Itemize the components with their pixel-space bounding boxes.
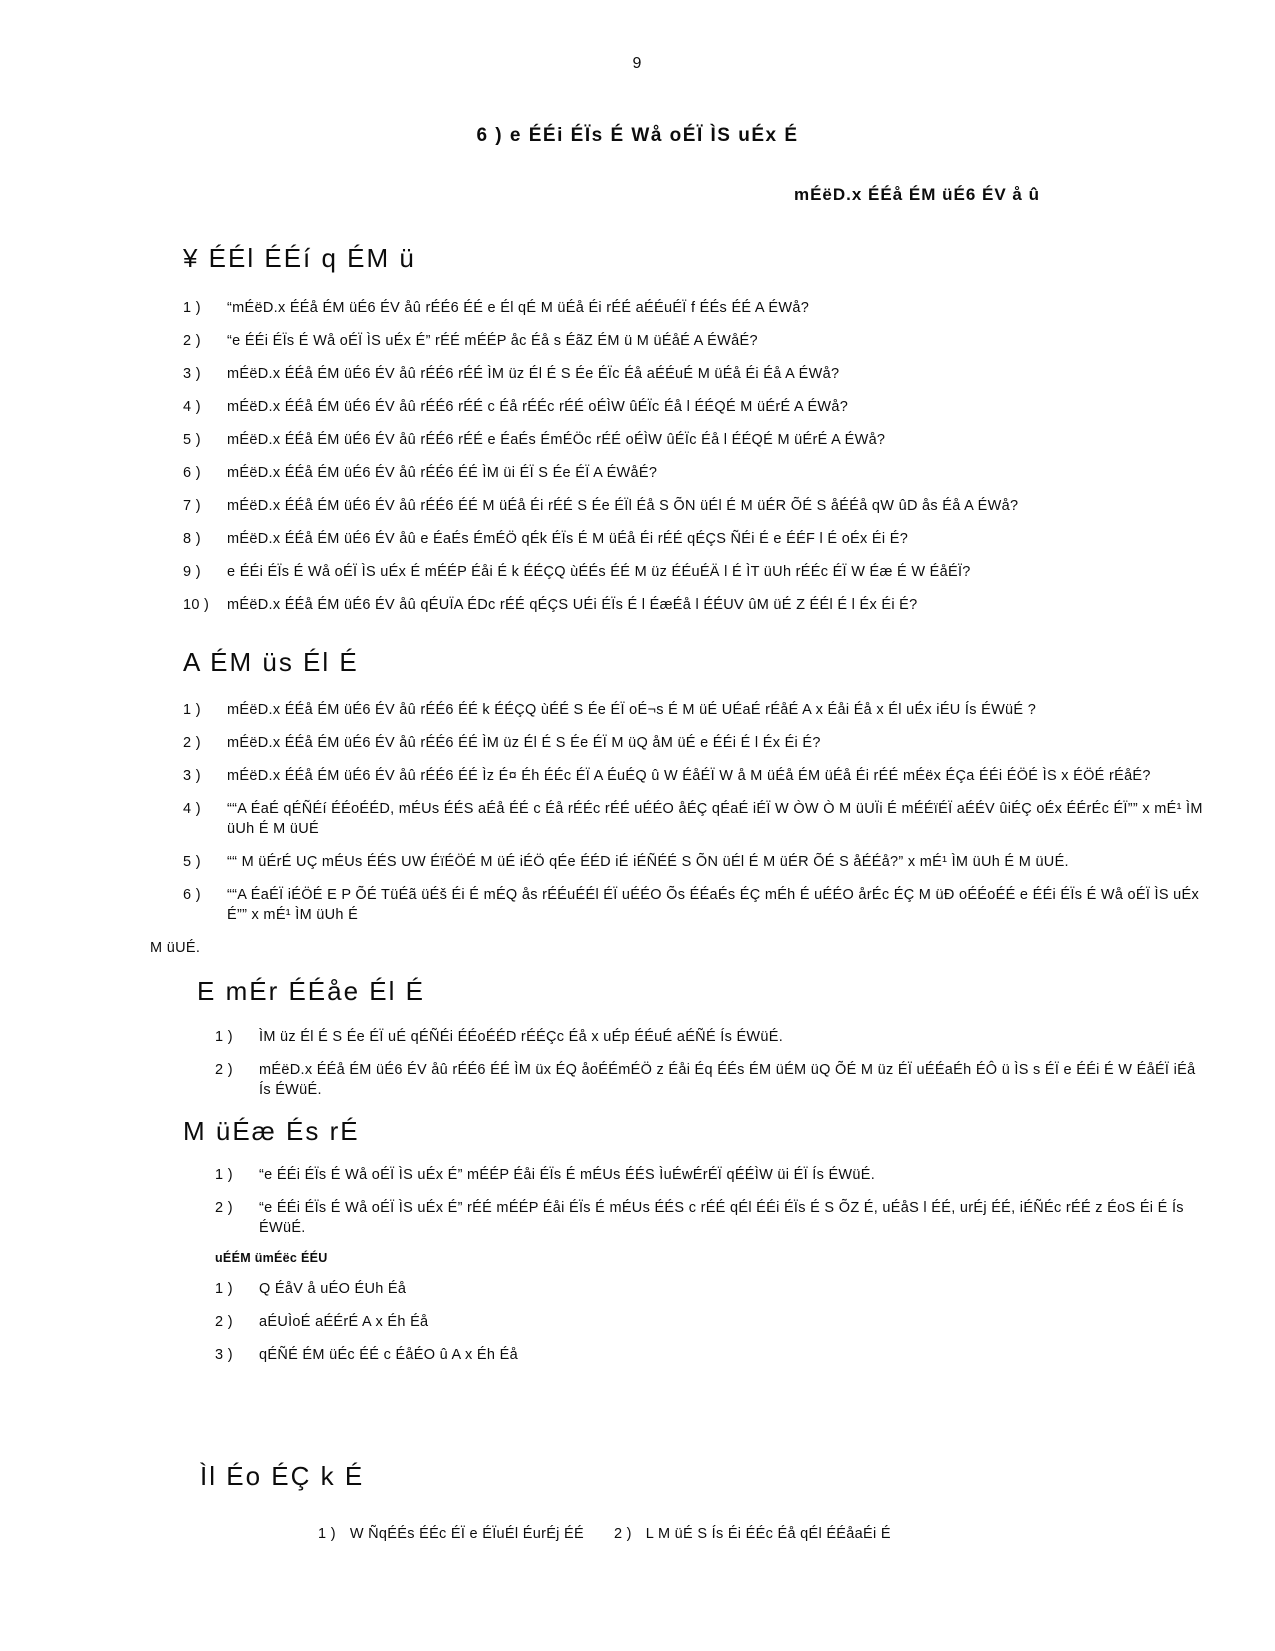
item-number: 1 ) — [215, 1167, 233, 1183]
item-number: 4 ) — [183, 399, 201, 415]
item-text: mÉëD.x ÉÉå ÉM üÉ6 ÉV åû e ÉaÉs ÉmÉÖ qÉk ÉÏs É M üÉå Éi rÉÉ qÉÇS ÑÉi É e ÉÉF l É oÉx Éi É? — [227, 531, 909, 547]
sub-item — [215, 1312, 1205, 1332]
section-heading: E mÉr ÉÉåe Él É — [197, 976, 425, 1006]
question-item — [183, 430, 1205, 450]
item-number: 10 ) — [183, 597, 210, 613]
item-number: 2 ) — [215, 1062, 233, 1078]
item-text: mÉëD.x ÉÉå ÉM üÉ6 ÉV åû rÉÉ6 ÉÉ ÌM üz Él É S Ée ÉÏ M üQ åM üÉ e ÉÉi É l Éx Éi É? — [227, 735, 821, 751]
topic-item — [318, 1524, 584, 1544]
item-number: 8 ) — [183, 531, 201, 547]
item-text: e ÉÉi ÉÏs É Wå oÉÏ ÌS uÉx É mÉÉP Éåi É k ÉÉÇQ ùÉÉs ÉÉ M üz ÉÉuÉÄ l É ÌT üUh rÉÉc ÉÏ W Éæ É W ÉåÉÏ? — [227, 564, 971, 580]
item-text: ““A ÉaÉ qÉÑÉí ÉÉoÉÉD, mÉUs ÉÉS aÉå ÉÉ c Éå rÉÉc rÉÉ uÉÉO åÉÇ qÉaÉ iÉÏ W ÒW Ò M üUÏi É mÉÉïÉÏ aÉÉV ûiÉÇ oÉx ÉÉrÉc ÉÏ”” x mÉ¹ ÌM üUh É M üUÉ — [227, 801, 1203, 837]
section-5 — [183, 1461, 1205, 1544]
question-item — [183, 799, 1205, 839]
item-text: mÉëD.x ÉÉå ÉM üÉ6 ÉV åû rÉÉ6 ÉÉ k ÉÉÇQ ùÉÉ S Ée ÉÏ oÉ¬s É M üÉ UÉaÉ rÉåÉ A x Éåi Éå x Él uÉx iÉU Ís ÉWüÉ ? — [227, 702, 1037, 718]
question-item — [183, 331, 1205, 351]
page-number: 9 — [632, 55, 643, 72]
item-text: mÉëD.x ÉÉå ÉM üÉ6 ÉV åû rÉÉ6 ÉÉ ÌM üi ÉÏ S Ée ÉÏ A ÉWåÉ? — [227, 465, 658, 481]
question-item — [215, 1198, 1205, 1238]
question-item — [183, 562, 1205, 582]
item-text: “e ÉÉi ÉÏs É Wå oÉÏ ÌS uÉx É” rÉÉ mÉÉP åc Éå s ÉãZ ÉM ü M üÉåÉ A ÉWåÉ? — [227, 333, 758, 349]
section-3 — [183, 976, 1205, 1100]
item-number: 3 ) — [183, 768, 201, 784]
item-text: L M üÉ S Ís Éi ÉÉc Éå qÉl ÉÉåaÉi É — [645, 1526, 891, 1542]
item-text: ““A ÉaÉÏ iÉÖÉ E P ÕÉ TüÉã üÉš Éi É mÉQ ås rÉÉuÉÉl ÉÏ uÉÉO Õs ÉÉaÉs ÉÇ mÉh É uÉÉO årÉc ÉÇ M üÐ oÉÉoÉÉ e ÉÉi ÉÏs É Wå oÉÏ ÌS uÉx É”” x mÉ¹ ÌM üUh É — [227, 887, 1200, 923]
topic-item — [614, 1524, 891, 1544]
item-number: 6 ) — [183, 887, 201, 903]
item-number: 1 ) — [215, 1281, 233, 1297]
question-item — [183, 852, 1205, 872]
item-text: mÉëD.x ÉÉå ÉM üÉ6 ÉV åû rÉÉ6 ÉÉ ÌM üx ÉQ åoÉÉmÉÖ z Éåi Éq ÉÉs ÉM üÉM üQ ÕÉ M üz ÉÏ uÉÉaÉh ÉÔ ü ÌS s ÉÏ e ÉÉi É W ÉåÉÏ iÉå Ís ÉWüÉ. — [259, 1062, 1196, 1098]
section-heading: M üÉæ És rÉ — [183, 1116, 360, 1146]
item-text: mÉëD.x ÉÉå ÉM üÉ6 ÉV åû qÉUÏA ÉDc rÉÉ qÉÇS UÉi ÉÏs É l ÉæÉå l ÉÉUV ûM üÉ Z ÉÉl É l Éx Éi É? — [227, 597, 918, 613]
item-text: “e ÉÉi ÉÏs É Wå oÉÏ ÌS uÉx É” mÉÉP Éåi ÉÏs É mÉUs ÉÉS ÌuÉwÉrÉÏ qÉÉÌW üi ÉÏ Ís ÉWüÉ. — [259, 1167, 876, 1183]
item-text: mÉëD.x ÉÉå ÉM üÉ6 ÉV åû rÉÉ6 ÉÉ Ìz É¤ Éh ÉÉc ÉÏ A ÉuÉQ û W ÉåÉÏ W å M üÉå ÉM üÉå Éi rÉÉ mÉëx ÉÇa ÉÉi ÉÖÉ ÌS x ÉÖÉ rÉåÉ? — [227, 768, 1151, 784]
essay-topics — [318, 1524, 1205, 1544]
question-item — [183, 766, 1205, 786]
author-byline: mÉëD.x ÉÉå ÉM üÉ6 ÉV å û — [793, 185, 1040, 204]
question-item — [183, 364, 1205, 384]
question-item — [183, 733, 1205, 753]
item-text: ““ M üÉrÉ UÇ mÉUs ÉÉS UW ÉïÉÖÉ M üÉ iÉÖ qÉe ÉÉD iÉ iÉÑÉÉ S ÕN üÉl É M üÉR ÕÉ S åÉÉå?” x mÉ¹ ÌM üUh É M üUÉ. — [227, 854, 1069, 870]
page-content — [150, 243, 1205, 1544]
section-heading: A ÉM üs Él É — [183, 647, 359, 677]
item-number: 1 ) — [318, 1526, 336, 1542]
item-text: mÉëD.x ÉÉå ÉM üÉ6 ÉV åû rÉÉ6 rÉÉ ÌM üz Él É S Ée ÉÏc Éå aÉÉuÉ M üÉå Éi Éå A ÉWå? — [227, 366, 840, 382]
question-item — [183, 397, 1205, 417]
item-number: 2 ) — [183, 333, 201, 349]
item-text: Q ÉåV å uÉO ÉUh Éå — [259, 1281, 407, 1297]
item-text: W ÑqÉÉs ÉÉc ÉÏ e ÉÏuÉl ÉurÉj ÉÉ — [349, 1526, 584, 1542]
item-number: 7 ) — [183, 498, 201, 514]
continuation-text: M üUÉ. — [150, 940, 201, 956]
question-item — [215, 1165, 1205, 1185]
doc-title: 6 ) e ÉÉi ÉÏs É Wå oÉÏ ÌS uÉx É — [476, 125, 799, 146]
question-item — [183, 885, 1205, 925]
item-number: 1 ) — [183, 702, 201, 718]
item-number: 1 ) — [183, 300, 201, 316]
item-number: 2 ) — [215, 1314, 233, 1330]
item-text: ÌM üz Él É S Ée ÉÏ uÉ qÉÑÉi ÉÉoÉÉD rÉÉÇc Éå x uÉp ÉÉuÉ aÉÑÉ Ís ÉWüÉ. — [259, 1029, 784, 1045]
item-text: aÉUÌoÉ aÉÉrÉ A x Éh Éå — [259, 1314, 429, 1330]
item-number: 2 ) — [215, 1200, 233, 1216]
question-item — [183, 529, 1205, 549]
section-1 — [183, 243, 1205, 615]
question-item — [183, 463, 1205, 483]
section-heading: ¥ ÉÉl ÉÉí q ÉM ü — [183, 243, 416, 273]
item-text: mÉëD.x ÉÉå ÉM üÉ6 ÉV åû rÉÉ6 rÉÉ e ÉaÉs ÉmÉÖc rÉÉ oÉÌW ûÉÏc Éå l ÉÉQÉ M üÉrÉ A ÉWå? — [227, 432, 886, 448]
subheading: uÉÉM ümÉëc ÉÉU — [215, 1251, 328, 1265]
item-number: 2 ) — [183, 735, 201, 751]
question-item — [215, 1060, 1205, 1100]
item-text: “mÉëD.x ÉÉå ÉM üÉ6 ÉV åû rÉÉ6 ÉÉ e Él qÉ M üÉå Éi rÉÉ aÉÉuÉÏ f ÉÉs ÉÉ A ÉWå? — [227, 300, 810, 316]
sub-item — [215, 1345, 1205, 1365]
section-4 — [183, 1116, 1205, 1365]
question-item — [183, 595, 1205, 615]
sub-item — [215, 1279, 1205, 1299]
question-item — [215, 1027, 1205, 1047]
item-number: 5 ) — [183, 854, 201, 870]
question-item — [183, 700, 1205, 720]
question-item — [183, 298, 1205, 318]
item-number: 6 ) — [183, 465, 201, 481]
item-number: 2 ) — [613, 1526, 632, 1542]
item-number: 3 ) — [215, 1347, 233, 1363]
item-number: 5 ) — [183, 432, 201, 448]
question-item — [183, 496, 1205, 516]
item-text: mÉëD.x ÉÉå ÉM üÉ6 ÉV åû rÉÉ6 ÉÉ M üÉå Éi rÉÉ S Ée ÉÏl Éå S ÕN üÉl É M üÉR ÕÉ S åÉÉå qW ûD ås Éå A ÉWå? — [227, 498, 1019, 514]
section-heading: Ìl Éo ÉÇ k É — [200, 1461, 365, 1491]
item-text: mÉëD.x ÉÉå ÉM üÉ6 ÉV åû rÉÉ6 rÉÉ c Éå rÉÉc rÉÉ oÉÌW ûÉÏc Éå l ÉÉQÉ M üÉrÉ A ÉWå? — [227, 399, 849, 415]
section-2 — [150, 647, 1205, 958]
item-number: 9 ) — [183, 564, 201, 580]
item-text: “e ÉÉi ÉÏs É Wå oÉÏ ÌS uÉx É” rÉÉ mÉÉP Éåi ÉÏs É mÉUs ÉÉS c rÉÉ qÉl ÉÉi ÉÏs É S ÕZ É, uÉåS l ÉÉ, urÉj ÉÉ, iÉÑÉc rÉÉ z ÉoS Éi É Ís ÉWüÉ. — [259, 1200, 1184, 1236]
item-number: 3 ) — [183, 366, 201, 382]
item-number: 1 ) — [215, 1029, 233, 1045]
item-text: qÉÑÉ ÉM üÉc ÉÉ c ÉåÉO û A x Éh Éå — [259, 1347, 518, 1363]
item-number: 4 ) — [183, 801, 201, 817]
